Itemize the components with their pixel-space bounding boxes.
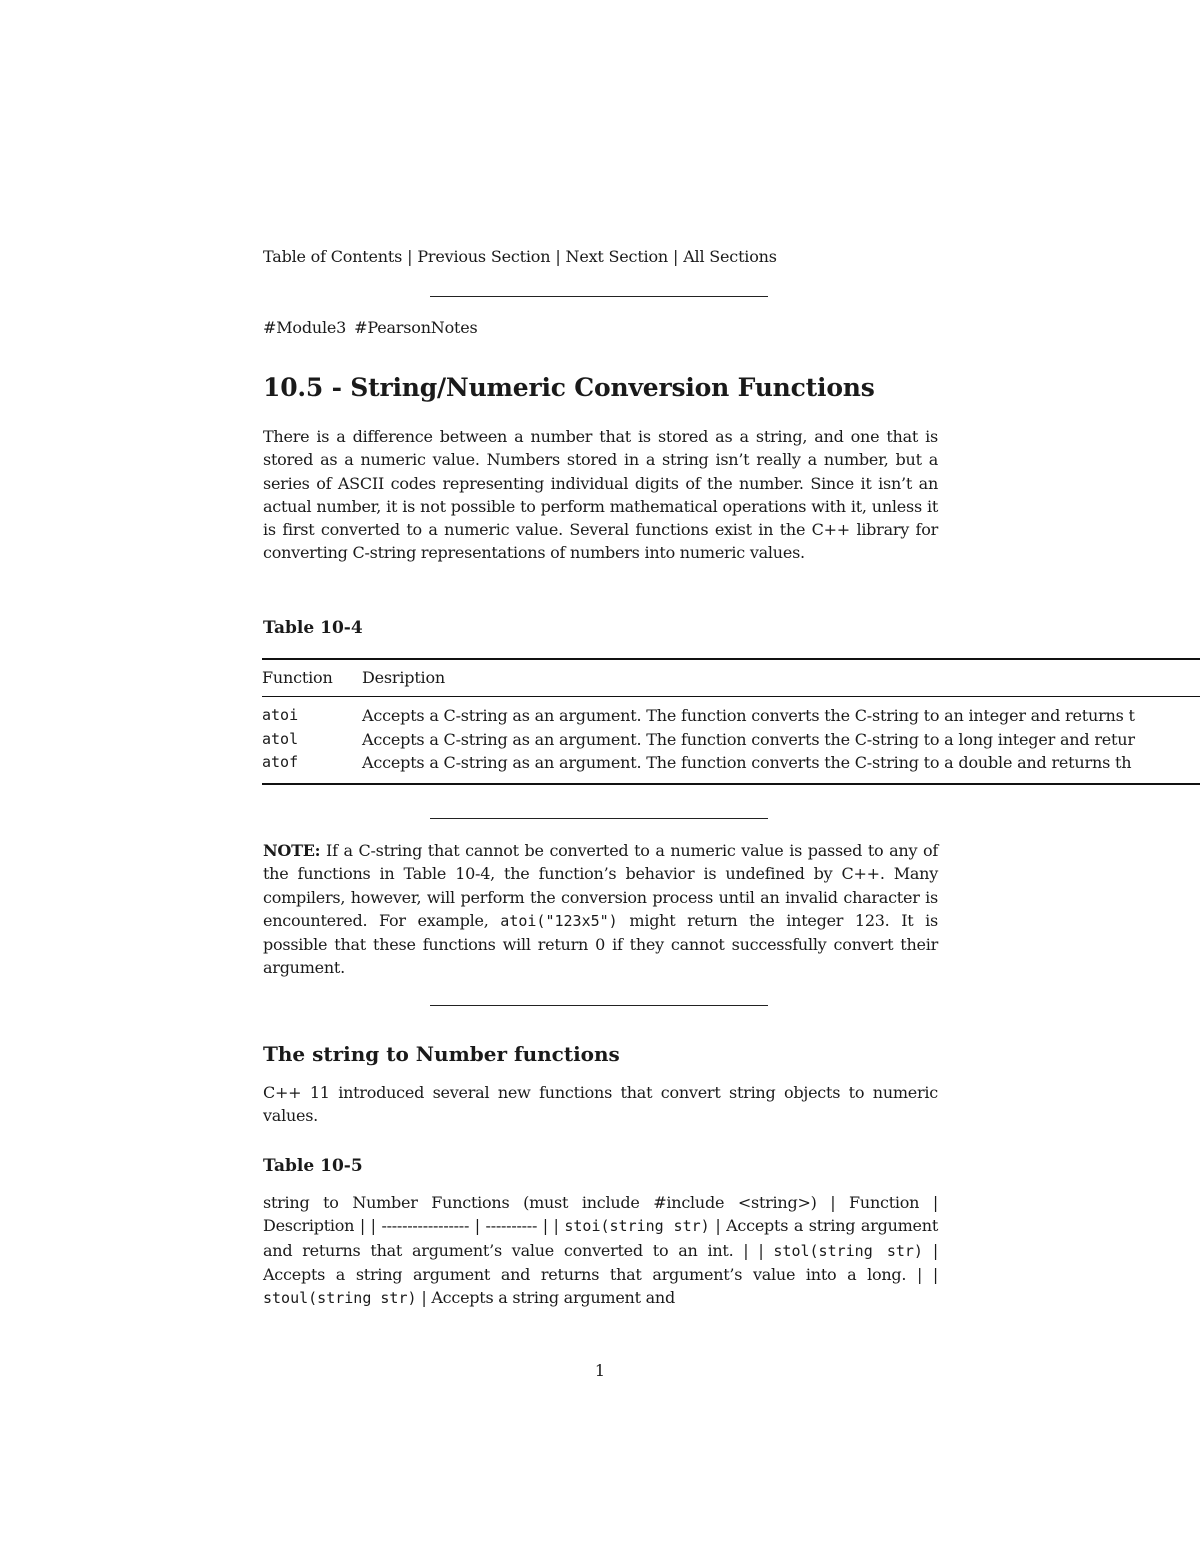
description-cell: Accepts a C-string as an argument. The function converts the C-string to a double and returns th (362, 752, 1132, 772)
table-10-5-caption: Table 10-5 (263, 1156, 363, 1176)
nav-separator: | (407, 247, 413, 266)
table-10-5-raw-text (263, 1191, 938, 1310)
tag-module3[interactable]: #Module3 (263, 318, 347, 337)
tag-list (263, 318, 486, 337)
inline-code: stol(string str) (773, 1241, 923, 1260)
raw-table-text: | Accepts a string argument and (416, 1288, 675, 1308)
nav-link-table-of-contents[interactable]: Table of Contents (263, 247, 403, 266)
table-header-row (262, 660, 445, 689)
function-name-cell: atol (262, 729, 299, 748)
description-cell: Accepts a C-string as an argument. The function converts the C-string to an integer and returns t (362, 706, 1135, 726)
section-navigation (263, 247, 777, 266)
horizontal-rule (430, 818, 768, 819)
inline-code: atoi("123x5") (500, 911, 618, 930)
table-10-4-caption: Table 10-4 (263, 618, 363, 638)
nav-separator: | (555, 247, 561, 266)
table-bottom-rule (262, 783, 1200, 785)
note-paragraph (263, 839, 938, 980)
section-heading: The string to Number functions (263, 1042, 620, 1066)
raw-table-text: | Accepts a string argument and returns that argument’s value converted to an int. | | (263, 1216, 939, 1260)
function-name-cell: atoi (262, 706, 299, 725)
description-cell: Accepts a C-string as an argument. The function converts the C-string to a long integer and retur (362, 729, 1135, 749)
horizontal-rule (430, 296, 768, 297)
nav-link-next-section[interactable]: Next Section (565, 247, 668, 266)
table-row (262, 728, 1135, 751)
nav-separator: | (673, 247, 679, 266)
table-row (262, 751, 1135, 774)
column-header-description: Desription (362, 668, 446, 687)
table-row (262, 704, 1135, 727)
intro-paragraph: There is a difference between a number that is stored as a string, and one that is stored as a numeric value. Numbers stored in a string isn’t really a number, but a series of ASCII codes representing individual digits of the number. Since it isn’t an actual number, it is not possible to perform mathematical operations with it, unless it is first converted to a numeric value. Several functions exist in the C++ library for converting C-string representations of numbers into numeric values. (263, 427, 938, 563)
inline-code: stoul(string str) (263, 1289, 417, 1308)
note-label: NOTE: (263, 841, 321, 860)
nav-link-all-sections[interactable]: All Sections (683, 247, 777, 266)
note-text: If a C-string that cannot be converted to a numeric value is passed to any of the functions in Table 10-4, the function’s behavior is undefined by C++. Many compilers, however, will perform the conversion process until an invalid character is encountered. For example, (263, 841, 938, 930)
horizontal-rule (430, 1005, 768, 1006)
raw-table-text: string to Number Functions (must include #include <string>) | Function | Description | | ----------------- | ---------- | | (263, 1193, 938, 1236)
section-intro-paragraph: C++ 11 introduced several new functions that convert string objects to numeric values. (263, 1083, 938, 1126)
inline-code: stoi(string str) (564, 1217, 710, 1236)
page-number: 1 (594, 1361, 606, 1380)
raw-table-text: | Accepts a string argument and returns that argument’s value into a long. | | (263, 1240, 938, 1284)
table-10-4 (262, 658, 1200, 785)
function-name-cell: atof (262, 752, 299, 771)
nav-link-previous-section[interactable]: Previous Section (417, 247, 551, 266)
page-title: 10.5 - String/Numeric Conversion Functions (263, 373, 875, 402)
table-header-rule (262, 696, 1200, 697)
note-text: might return the integer 123. It is possible that these functions will return 0 if they cannot successfully convert their argument. (263, 910, 938, 978)
tag-pearson-notes[interactable]: #PearsonNotes (354, 318, 478, 337)
column-header-function: Function (262, 668, 333, 687)
